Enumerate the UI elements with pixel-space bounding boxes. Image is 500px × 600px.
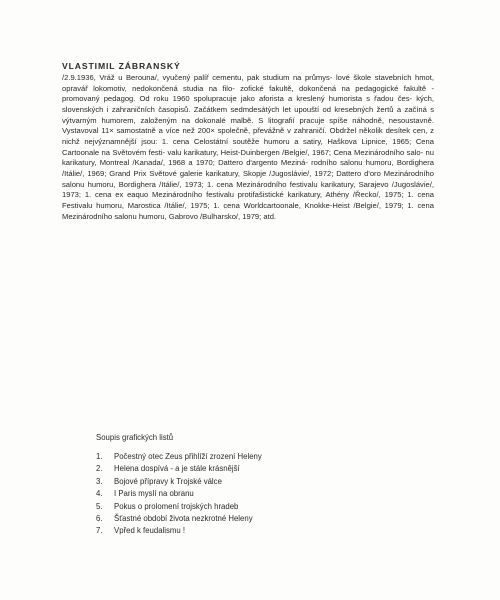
- bio-line: nu karikatury, Montreal /Kanada/, 1968 a 1970; Dattero d'argento Meziná-: [62, 147, 434, 168]
- item-number: 4.: [96, 489, 103, 499]
- list-item: [96, 476, 426, 488]
- bio-line: rodního salonu humoru, Bordighera /Itálie/, 1969; Grand Prix Světové: [62, 158, 434, 178]
- biography-text: [62, 73, 434, 222]
- list-item: [96, 488, 426, 500]
- item-number: 6.: [96, 514, 103, 524]
- item-title: Šťastné období života nezkrotné Heleny: [114, 514, 253, 524]
- item-title: Počestný otec Zeus přihlíží zrození Heleny: [114, 452, 262, 461]
- item-title: Helena dospívá - a je stále krásnější: [114, 464, 240, 474]
- item-title: Bojové přípravy k Trojské válce: [114, 476, 222, 486]
- bio-line: galerie karikatury, Skopje /Jugoslávie/, 1972; Dattero d'oro Mezinárodního: [179, 168, 434, 178]
- bio-line: dokonalé malbě. S litografií pracuje spíše náhodně, nesoustavně. Vystavoval: [62, 115, 434, 136]
- bio-line: 1979; atd.: [242, 211, 277, 221]
- item-number: 7.: [96, 526, 103, 536]
- item-number: 2.: [96, 464, 103, 474]
- bio-line: karikatury, Sarajevo /Jugoslávie/, 1973; 1. cena ex eaquo Mezinárodního: [62, 179, 434, 200]
- bio-line: festivalu protifašistické karikatury, Athény /Řecko/, 1975; 1. cena Festivalu: [62, 190, 434, 210]
- bio-line: /Belgie/, 1979; 1. cena Mezinárodního salonu humoru, Gabrovo /Bulharsko/,: [62, 200, 434, 221]
- bio-line: 11× samostatně a více než 200× společně, převážně v zahraničí. Obdržel: [101, 126, 357, 136]
- bio-line: kých, slovenských i zahraničních časopisů. Začátkem sedmdesátých let: [62, 94, 434, 114]
- artist-name-heading: VLASTIMIL ZÁBRANSKÝ: [62, 61, 181, 71]
- works-list: [96, 451, 426, 538]
- item-title: Vpřed k feudalismu !: [114, 526, 186, 536]
- bio-line: zofické fakultě, dokončená na pedagogické fakultě - promovaný pedagog.: [62, 83, 434, 104]
- bio-line: upouští od kresebných žertů a začíná s výtvarným humorem, založeným na: [62, 104, 434, 125]
- item-number: 3.: [96, 476, 103, 486]
- bio-line: lové škole stavebních hmot, opravář lokomotiv, nedokončená studia na filo-: [62, 73, 434, 93]
- bio-line: několik desítek cen, z nichž nejvýznamnější jsou: 1. cena Celostátní soutěže: [62, 126, 434, 146]
- bio-line: humoru, Marostica /Itálie/, 1975; 1. cena Worldcartoonale, Knokke-Heist: [96, 200, 350, 210]
- item-number: 5.: [96, 501, 103, 511]
- bio-line: humoru a satiry, Haškova Lipnice, 1965; Cena Cartoonale na Světovém festi-: [62, 136, 434, 157]
- bio-line: Od roku 1960 spolupracuje jako aforista a kreslený humorista s řadou čes-: [139, 94, 413, 104]
- item-title: I Paris myslí na obranu: [114, 489, 194, 499]
- list-item: [96, 463, 426, 475]
- list-item: [96, 451, 426, 463]
- item-title: Pokus o prolomení trojských hradeb: [114, 501, 239, 511]
- item-number: 1.: [96, 452, 103, 461]
- works-list-title: Soupis grafických listů: [96, 433, 174, 442]
- bio-line: valu karikatury, Heist-Duinbergen /Belgie/, 1967; Cena Mezinárodního salo-: [167, 147, 424, 157]
- list-item: [96, 501, 426, 513]
- list-item: [96, 513, 426, 525]
- list-item: [96, 525, 426, 537]
- bio-line: salonu humoru, Bordighera /Itálie/, 1973; 1. cena Mezinárodního festivalu: [62, 179, 318, 189]
- bio-line: /2.9.1936, Vráž u Berouna/, vyučený palíř cementu, pak studium na průmys-: [62, 73, 333, 82]
- biography-section: [62, 60, 434, 222]
- works-list-section: [96, 433, 426, 538]
